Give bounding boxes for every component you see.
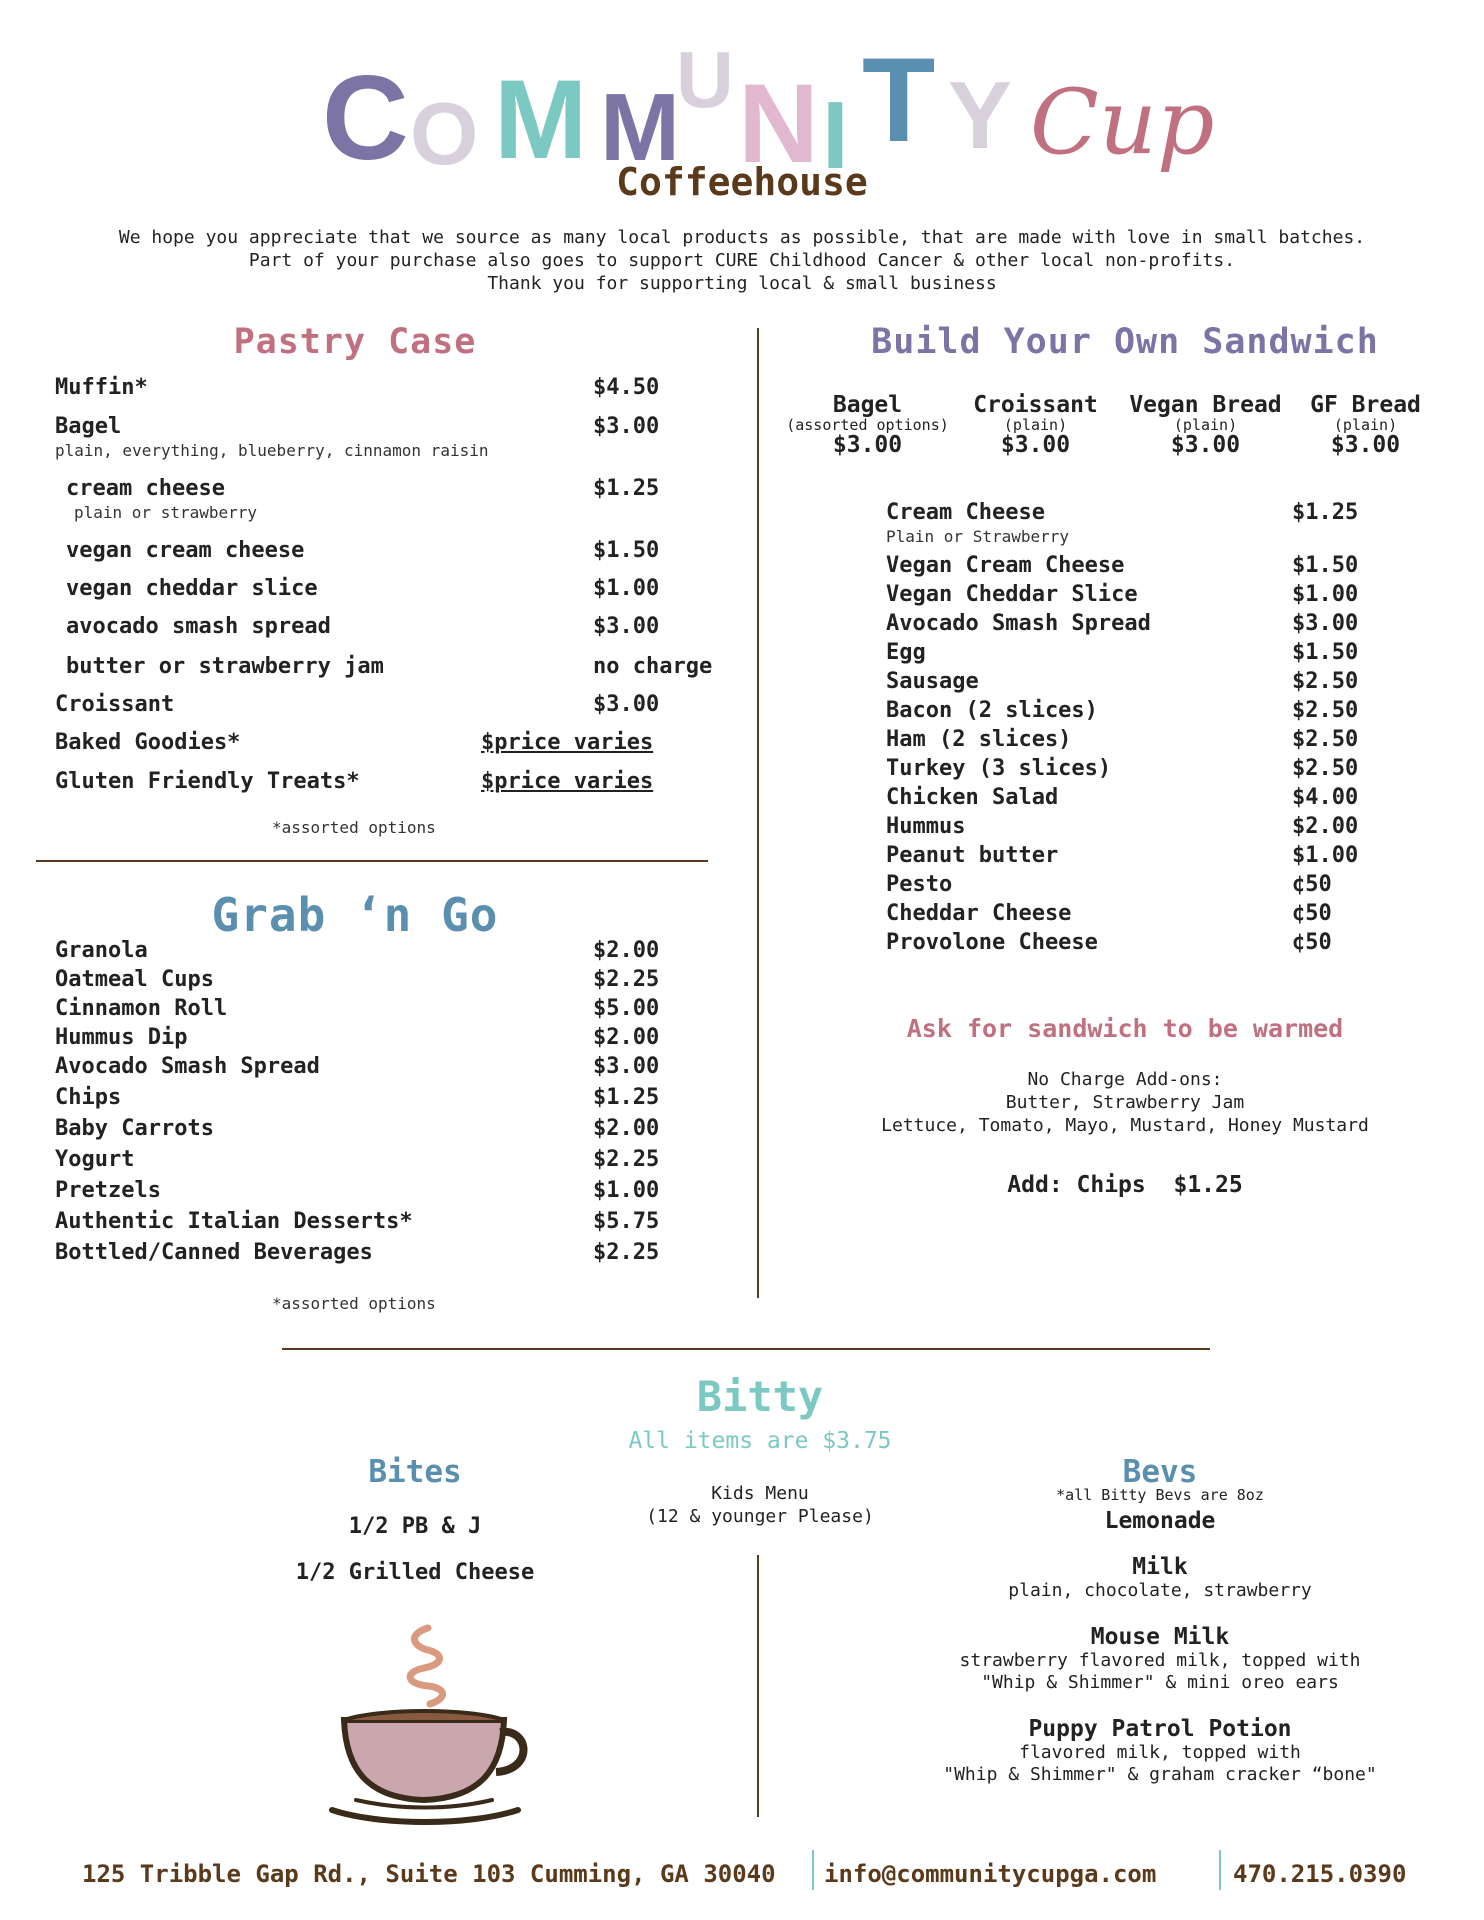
sandwich-item-price: ¢50	[1292, 901, 1332, 926]
logo-letter: Y	[948, 62, 1013, 169]
bev-desc: plain, chocolate, strawberry	[1008, 1580, 1312, 1601]
footer-address: 125 Tribble Gap Rd., Suite 103 Cumming, GA 30040	[82, 1860, 776, 1888]
sandwich-item-name: Turkey (3 slices)	[886, 756, 1112, 781]
warmed-note: Ask for sandwich to be warmed	[906, 1014, 1344, 1043]
sandwich-item-name: Avocado Smash Spread	[886, 611, 1151, 636]
subtitle: Coffeehouse	[616, 160, 868, 204]
bread-price: $3.00	[832, 432, 903, 458]
bread-price: $3.00	[1170, 432, 1241, 458]
pastry-item-price: $price varies	[481, 730, 654, 755]
sandwich-item-name: Provolone Cheese	[886, 930, 1098, 955]
sandwich-item-price: $3.00	[1292, 611, 1359, 636]
sandwich-item-name: Chicken Salad	[886, 785, 1059, 810]
bev-desc: "Whip & Shimmer" & mini oreo ears	[981, 1672, 1339, 1693]
pastry-item-price: $1.25	[593, 476, 660, 501]
sandwich-item-name: Bacon (2 slices)	[886, 698, 1098, 723]
sandwich-item-price: $1.50	[1292, 553, 1359, 578]
grab-item-name: Oatmeal Cups	[55, 967, 214, 992]
grab-item-price: $1.00	[593, 1178, 660, 1203]
sandwich-item-name: Hummus	[886, 814, 966, 839]
grab-item-price: $2.00	[593, 1025, 660, 1050]
bread-name: Bagel	[832, 392, 903, 418]
grab-footnote: *assorted options	[272, 1294, 436, 1313]
sandwich-item-name: Ham (2 slices)	[886, 727, 1072, 752]
logo-letter: M	[494, 57, 588, 182]
grab-item-name: Pretzels	[55, 1178, 161, 1203]
sandwich-item-price: $2.50	[1292, 756, 1359, 781]
bread-option	[780, 392, 955, 458]
sandwich-item-price: $2.50	[1292, 669, 1359, 694]
grab-item-name: Cinnamon Roll	[55, 996, 228, 1021]
bread-sub: (plain)	[1333, 416, 1398, 434]
bread-sub: (plain)	[1003, 416, 1068, 434]
pastry-item-name: Bagel	[55, 414, 122, 439]
pastry-item-name: avocado smash spread	[66, 614, 331, 639]
intro-line: We hope you appreciate that we source as many local products as possible, that are made with love in small batches.	[118, 227, 1366, 248]
pastry-item-price: $3.00	[593, 414, 660, 439]
sandwich-item-price: $1.50	[1292, 640, 1359, 665]
intro-line: Thank you for supporting local & small business	[487, 273, 997, 294]
bevs-title: Bevs	[1122, 1454, 1198, 1490]
bread-price: $3.00	[1000, 432, 1071, 458]
logo-letter: M	[600, 74, 680, 181]
coffee-cup-icon	[320, 1620, 540, 1830]
grab-item-price: $1.25	[593, 1085, 660, 1110]
grab-item-name: Yogurt	[55, 1147, 135, 1172]
bread-price: $3.00	[1330, 432, 1401, 458]
pastry-item-name: Baked Goodies*	[55, 730, 241, 755]
bread-sub: (assorted options)	[786, 416, 949, 434]
grab-item-price: $2.00	[593, 938, 660, 963]
pastry-item-note: plain, everything, blueberry, cinnamon raisin	[55, 441, 489, 460]
logo-letter: U	[676, 35, 734, 124]
grab-item-price: $5.75	[593, 1209, 660, 1234]
sandwich-title: Build Your Own Sandwich	[871, 322, 1379, 362]
logo-letter: T	[862, 33, 936, 167]
intro-text	[0, 226, 1484, 295]
sandwich-item-price: $1.00	[1292, 582, 1359, 607]
bev-desc: flavored milk, topped with	[1019, 1742, 1301, 1763]
grab-item-name: Authentic Italian Desserts*	[55, 1209, 413, 1234]
pastry-item-price: no charge	[593, 654, 713, 679]
sandwich-item-price: $2.00	[1292, 814, 1359, 839]
bev-item	[910, 1716, 1410, 1786]
grab-item-name: Hummus Dip	[55, 1025, 188, 1050]
sandwich-item-name: Vegan Cream Cheese	[886, 553, 1125, 578]
logo-script-word: Cup	[1030, 70, 1215, 175]
sandwich-item-price: $2.50	[1292, 727, 1359, 752]
sandwich-item-price: $4.00	[1292, 785, 1359, 810]
addons-title: No Charge Add-ons:	[1027, 1069, 1223, 1090]
bread-name: Croissant	[973, 392, 1098, 418]
bites-title: Bites	[368, 1454, 462, 1490]
pastry-item-price: $3.00	[593, 614, 660, 639]
pastry-item-name: Muffin*	[55, 375, 148, 400]
addons-line: Lettuce, Tomato, Mayo, Mustard, Honey Mustard	[881, 1115, 1369, 1136]
sandwich-item-name: Peanut butter	[886, 843, 1059, 868]
sandwich-item-price: $1.00	[1292, 843, 1359, 868]
bev-name: Milk	[1132, 1554, 1188, 1580]
sandwich-item-price: $2.50	[1292, 698, 1359, 723]
grab-item-price: $2.25	[593, 967, 660, 992]
pastry-item-name: vegan cheddar slice	[66, 576, 318, 601]
bev-name: Lemonade	[1104, 1508, 1216, 1534]
addons-line: Butter, Strawberry Jam	[1005, 1092, 1245, 1113]
sandwich-item-note: Plain or Strawberry	[886, 527, 1070, 546]
pastry-item-name: vegan cream cheese	[66, 538, 305, 563]
bev-name: Puppy Patrol Potion	[1028, 1716, 1292, 1742]
bev-desc: "Whip & Shimmer" & graham cracker “bone"	[943, 1764, 1377, 1785]
pastry-item-name: Gluten Friendly Treats*	[55, 769, 360, 794]
pastry-item-price: $1.50	[593, 538, 660, 563]
grab-item-name: Avocado Smash Spread	[55, 1054, 320, 1079]
grab-item-price: $2.00	[593, 1116, 660, 1141]
pastry-item-note: plain or strawberry	[74, 503, 258, 522]
bread-option	[948, 392, 1123, 458]
grab-item-name: Bottled/Canned Beverages	[55, 1240, 373, 1265]
kids-menu	[560, 1482, 960, 1528]
footer-separator	[812, 1850, 814, 1890]
footer-phone[interactable]: 470.215.0390	[1233, 1860, 1407, 1888]
bread-name: Vegan Bread	[1129, 392, 1282, 418]
vertical-divider	[757, 328, 759, 1298]
sandwich-item-name: Sausage	[886, 669, 979, 694]
vertical-divider	[757, 1555, 759, 1817]
pastry-item-price: $1.00	[593, 576, 660, 601]
pastry-item-name: cream cheese	[66, 476, 225, 501]
logo-letter: O	[410, 84, 479, 183]
sandwich-item-name: Egg	[886, 640, 926, 665]
add-chips-price: $1.25	[1173, 1172, 1243, 1198]
kids-line: (12 & younger Please)	[646, 1506, 874, 1527]
footer-email[interactable]: info@communitycupga.com	[824, 1860, 1157, 1888]
sandwich-item-name: Cheddar Cheese	[886, 901, 1072, 926]
sandwich-item-name: Pesto	[886, 872, 953, 897]
logo-letter: I	[822, 82, 849, 189]
bev-name: Mouse Milk	[1090, 1624, 1230, 1650]
grab-item-name: Baby Carrots	[55, 1116, 214, 1141]
intro-line: Part of your purchase also goes to support CURE Childhood Cancer & other local non-profits.	[248, 250, 1236, 271]
logo-letter: N	[738, 61, 819, 186]
kids-line: Kids Menu	[711, 1483, 809, 1504]
bread-name: GF Bread	[1310, 392, 1421, 418]
bite-item: 1/2 Grilled Cheese	[295, 1560, 535, 1585]
sandwich-item-name: Vegan Cheddar Slice	[886, 582, 1138, 607]
bite-item: 1/2 PB & J	[348, 1514, 482, 1539]
grab-item-price: $2.25	[593, 1240, 660, 1265]
pastry-footnote: *assorted options	[272, 818, 436, 837]
divider	[36, 860, 708, 862]
grab-item-name: Chips	[55, 1085, 122, 1110]
bevs-note: *all Bitty Bevs are 8oz	[1056, 1486, 1264, 1504]
grab-title: Grab ‘n Go	[211, 888, 499, 942]
addons	[780, 1068, 1470, 1137]
sandwich-item-price: ¢50	[1292, 872, 1332, 897]
logo-letter: C	[322, 51, 409, 185]
bev-item	[910, 1508, 1410, 1534]
pastry-item-price: $3.00	[593, 692, 660, 717]
sandwich-item-name: Cream Cheese	[886, 500, 1045, 525]
bitty-title: Bitty	[696, 1372, 824, 1421]
grab-item-name: Granola	[55, 938, 148, 963]
pastry-item-price: $price varies	[481, 769, 654, 794]
pastry-item-price: $4.50	[593, 375, 660, 400]
bread-option	[1118, 392, 1293, 458]
bev-desc: strawberry flavored milk, topped with	[959, 1650, 1361, 1671]
pastry-item-name: Croissant	[55, 692, 175, 717]
bev-item	[910, 1554, 1410, 1602]
bread-option	[1278, 392, 1453, 458]
sandwich-item-price: $1.25	[1292, 500, 1359, 525]
footer-separator	[1219, 1850, 1221, 1890]
grab-item-price: $3.00	[593, 1054, 660, 1079]
add-chips	[780, 1172, 1470, 1198]
sandwich-item-price: ¢50	[1292, 930, 1332, 955]
bev-item	[910, 1624, 1410, 1694]
grab-item-price: $5.00	[593, 996, 660, 1021]
bread-sub: (plain)	[1173, 416, 1238, 434]
add-chips-label: Add: Chips	[1007, 1172, 1146, 1198]
pastry-item-name: butter or strawberry jam	[66, 654, 384, 679]
divider	[282, 1348, 1210, 1350]
bitty-subtitle: All items are $3.75	[628, 1428, 892, 1454]
pastry-title: Pastry Case	[233, 322, 477, 362]
grab-item-price: $2.25	[593, 1147, 660, 1172]
